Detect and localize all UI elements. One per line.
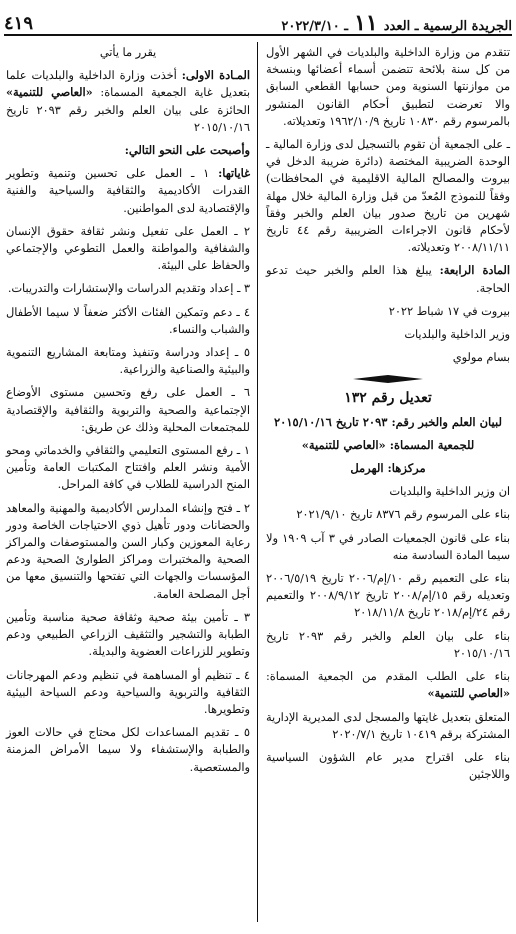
- left-column: [6, 44, 250, 782]
- issue-date: ـ ٢٠٢٢/٣/١٠: [281, 19, 349, 34]
- right-column: [266, 44, 510, 789]
- column-divider: [257, 42, 258, 922]
- article-label: المادة الرابعة:: [439, 263, 510, 278]
- text: بناء على الطلب المقدم من الجمعية المسماة:: [266, 670, 510, 684]
- subheading: وأصبحت على النحو التالي:: [124, 143, 250, 158]
- signature-place: بيروت في ١٧ شباط ٢٠٢٢: [388, 304, 510, 318]
- sub-item: ١ ـ رفع المستوى التعليمي والثقافي والخدماتي ومحو الأمية ونشر العلم وافتتاح المكتبات العامة وتأمين المنح الدراسية للطلاب في كافة المراحل.: [6, 444, 250, 492]
- section-subtitle: مركزها: الهرمل: [350, 461, 426, 476]
- article-text: يبلغ هذا العلم والخبر حيث تدعو الحاجة.: [266, 264, 510, 295]
- section-subtitle: للجمعية المسماة: «العاصي للتنمية»: [301, 437, 475, 452]
- decision-heading: يقرر ما يأتي: [99, 46, 157, 59]
- goal-item: ٦ ـ العمل على رفع وتحسين مستوى الأوضاع الإجتماعية والصحية والتربوية والثقافية والإقتصادية للمجتمعات المحلية وذلك عن طريق:: [6, 386, 250, 434]
- goal-item: ٤ ـ دعم وتمكين الفئات الأكثر ضعفاً لا سيما الأطفال والشباب والنساء.: [6, 305, 250, 336]
- article-text: أخذت وزارة الداخلية والبلديات علما بتعديل غاية الجمعية المسماة:: [6, 69, 250, 100]
- page-number: ٤١٩: [4, 13, 34, 34]
- paragraph: بناء على اقتراح مدير عام الشؤون السياسية واللاجئين: [266, 750, 510, 782]
- paragraph: ان وزير الداخلية والبلديات: [389, 485, 510, 499]
- article-4: [266, 262, 510, 296]
- article-text: الحائزة على بيان العلم والخبر رقم ٢٠٩٣ تاريخ ٢٠١٥/١٠/١٦: [6, 103, 250, 134]
- article-1: [6, 67, 250, 136]
- paragraph: تتقدم من وزارة الداخلية والبلديات في الشهر الأول من كل سنة بلائحة تتضمن أسماء أعضائها وبنسخة من موازنتها السنوية ومن حسابها القطعي السابق والا تعرضت لتطبيق أحكام القانون المنشور بالمرسوم رقم ١٠٨٣٠ تاريخ ١٩٦٢/١٠/٩ وتعديلاته.: [266, 46, 510, 128]
- association-name: «العاصي للتنمية»: [6, 85, 93, 100]
- header-info: [281, 12, 512, 34]
- signature-name: بسام مولوي: [452, 351, 510, 365]
- issue-number: ١١: [354, 10, 378, 36]
- article-label: المـادة الاولى:: [181, 68, 250, 83]
- paragraph: بناء على التعميم رقم ١٠/إم/٢٠٠٦ تاريخ ٢٠٠٦/٥/١٩ وتعديله رقم ١٥/إم/٢٠٠٨ تاريخ ٢٠٠٨/٩/١٢ والتعميم رقم ٢٤/إم/٢٠١٨ تاريخ ٢٠١٨/١١/٨: [266, 572, 510, 620]
- paragraph: بناء على قانون الجمعيات الصادر في ٣ آب ١٩٠٩ ولا سيما المادة السادسة منه: [266, 531, 510, 562]
- sub-item: ٤ ـ تنظيم أو المساهمة في تنظيم ودعم المهرجانات الثقافية والتربوية والسياحية ودعم السياحة البيئية وتطويرها.: [6, 668, 250, 716]
- goal-item: ٥ ـ إعداد ودراسة وتنفيذ ومتابعة المشاريع التنموية والبيئية والصناعية والزراعية.: [6, 346, 250, 377]
- paragraph: [266, 668, 510, 702]
- signature-title: وزير الداخلية والبلديات: [404, 328, 510, 342]
- goal-item: ٢ ـ العمل على تفعيل ونشر ثقافة حقوق الإنسان والشفافية والمواطنة والعمل التطوعي والإجتماعي والحفاظ على البيئة.: [6, 224, 250, 273]
- paragraph: ـ على الجمعية أن تقوم بالتسجيل لدى وزارة المالية ـ الوحدة الضريبية المختصة (دائرة ضريبة الدخل في بيروت والمصالح المالية الاقليمية في المحافظات) وفقاً للنموذج المُعدّ من قبل وزارة المالية خلال مهلة شهرين من تاريخ صدور بيان العلم والخبر وفقاً لأحكام قانون الاجراءات الضريبية رقم ٤٤ تاريخ ٢٠٠٨/١١/١١ وتعديلاته.: [266, 138, 510, 255]
- goals-label: غاياتها:: [218, 166, 250, 181]
- goal-item: [6, 165, 250, 217]
- paragraph: بناء على بيان العلم والخبر رقم ٢٠٩٣ تاريخ ٢٠١٥/١٠/١٦: [266, 629, 510, 660]
- association-name: «العاصي للتنمية»: [427, 686, 510, 701]
- paragraph: بناء على المرسوم رقم ٨٣٧٦ تاريخ ٢٠٢١/٩/١٠: [296, 508, 510, 522]
- sub-item: ٥ ـ تقديم المساعدات لكل محتاج في حالات العوز والطبابة والإستشفاء ولا سيما الأمراض المزمنة والمستعصية.: [6, 726, 250, 774]
- paragraph: المتعلق بتعديل غايتها والمسجل لدى المديرية الإدارية المشتركة برقم ١٠٤١٩ تاريخ ٢٠٢٠/٧/١: [266, 710, 510, 741]
- section-subtitle: لبيان العلم والخبر رقم: ٢٠٩٣ تاريخ ٢٠١٥/١٠/١٦: [274, 414, 502, 429]
- goal-text: ١ ـ العمل على تحسين وتنمية وتطوير القدرات الأكاديمية والثقافية والسياحية والفنية والإقتصادية لدى المواطنين.: [6, 167, 250, 215]
- sub-item: ٢ ـ فتح وإنشاء المدارس الأكاديمية والمهنية والمعاهد والحضانات ودور تأهيل ذوي الاحتياجات الخاصة ودور رعاية المعوزين وكبار السن والمستوصفات والمراكز الصحية والمختبرات ومراكز الطوارئ الصحية ودعم المؤسسات والجهات التي تفتحها والتنسيق معها من أجل المصلحة العامة.: [6, 501, 250, 601]
- sub-item: ٣ ـ تأمين بيئة صحية وثقافة صحية مناسبة وتأمين الطبابة والتشجير والتثقيف الزراعي الطبيعي ودعم وتطوير للزراعات العضوية والبديلة.: [6, 610, 250, 659]
- gazette-title: الجريدة الرسمية ـ العدد: [383, 19, 512, 34]
- section-title: تعديل رقم ١٣٢: [344, 390, 432, 407]
- divider-ornament-icon: [266, 374, 510, 384]
- goal-item: ٣ ـ إعداد وتقديم الدراسات والإستشارات والتدريبات.: [7, 282, 250, 296]
- page-header: [4, 6, 512, 36]
